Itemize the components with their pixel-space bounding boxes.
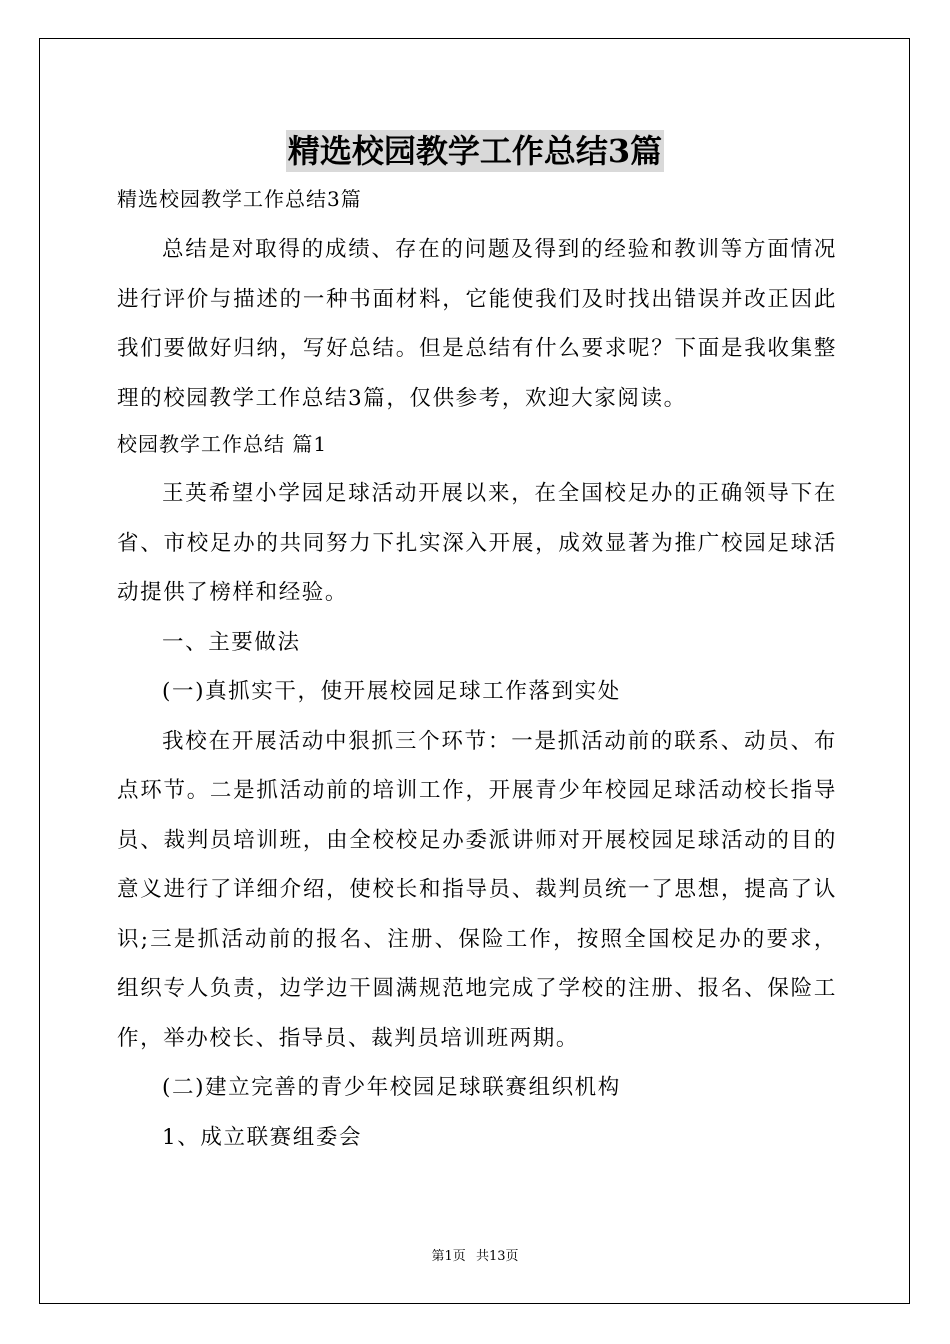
paragraph-heading: 1、成立联赛组委会: [162, 1124, 363, 1150]
page-footer: [0, 1248, 950, 1266]
intro-paragraph: 总结是对取得的成绩、存在的问题及得到的经验和教训等方面情况进行评价与描述的一种书面材料，它能使我们及时找出错误并改正因此我们要做好归纳，写好总结。但是总结有什么要求呢？下面是我收集整理的校园教学工作总结3篇，仅供参考，欢迎大家阅读。: [117, 237, 837, 411]
paragraph: 王英希望小学园足球活动开展以来，在全国校足办的正确领导下在省、市校足办的共同努力下扎实深入开展，成效显著为推广校园足球活动提供了榜样和经验。: [117, 481, 837, 605]
page-number: 第1页: [431, 1249, 466, 1264]
paragraph-heading: 一、主要做法: [162, 629, 301, 655]
document-body: [117, 182, 837, 1162]
section-heading: 校园教学工作总结 篇1: [117, 432, 328, 456]
document-subtitle: 精选校园教学工作总结3篇: [117, 187, 362, 211]
document-title: 精选校园教学工作总结3篇: [287, 132, 663, 170]
title-wrap: [0, 130, 950, 172]
page-total: 共13页: [475, 1249, 519, 1264]
paragraph-heading: (一)真抓实干，使开展校园足球工作落到实处: [162, 679, 621, 704]
paragraph-heading: (二)建立完善的青少年校园足球联赛组织机构: [162, 1075, 621, 1100]
paragraph: 我校在开展活动中狠抓三个环节：一是抓活动前的联系、动员、布点环节。二是抓活动前的培训工作，开展青少年校园足球活动校长指导员、裁判员培训班，由全校校足办委派讲师对开展校园足球活动的目的意义进行了详细介绍，使校长和指导员、裁判员统一了思想，提高了认识;三是抓活动前的报名、注册、保险工作，按照全国校足办的要求，组织专人负责，边学边干圆满规范地完成了学校的注册、报名、保险工作，举办校长、指导员、裁判员培训班两期。: [117, 728, 837, 1051]
